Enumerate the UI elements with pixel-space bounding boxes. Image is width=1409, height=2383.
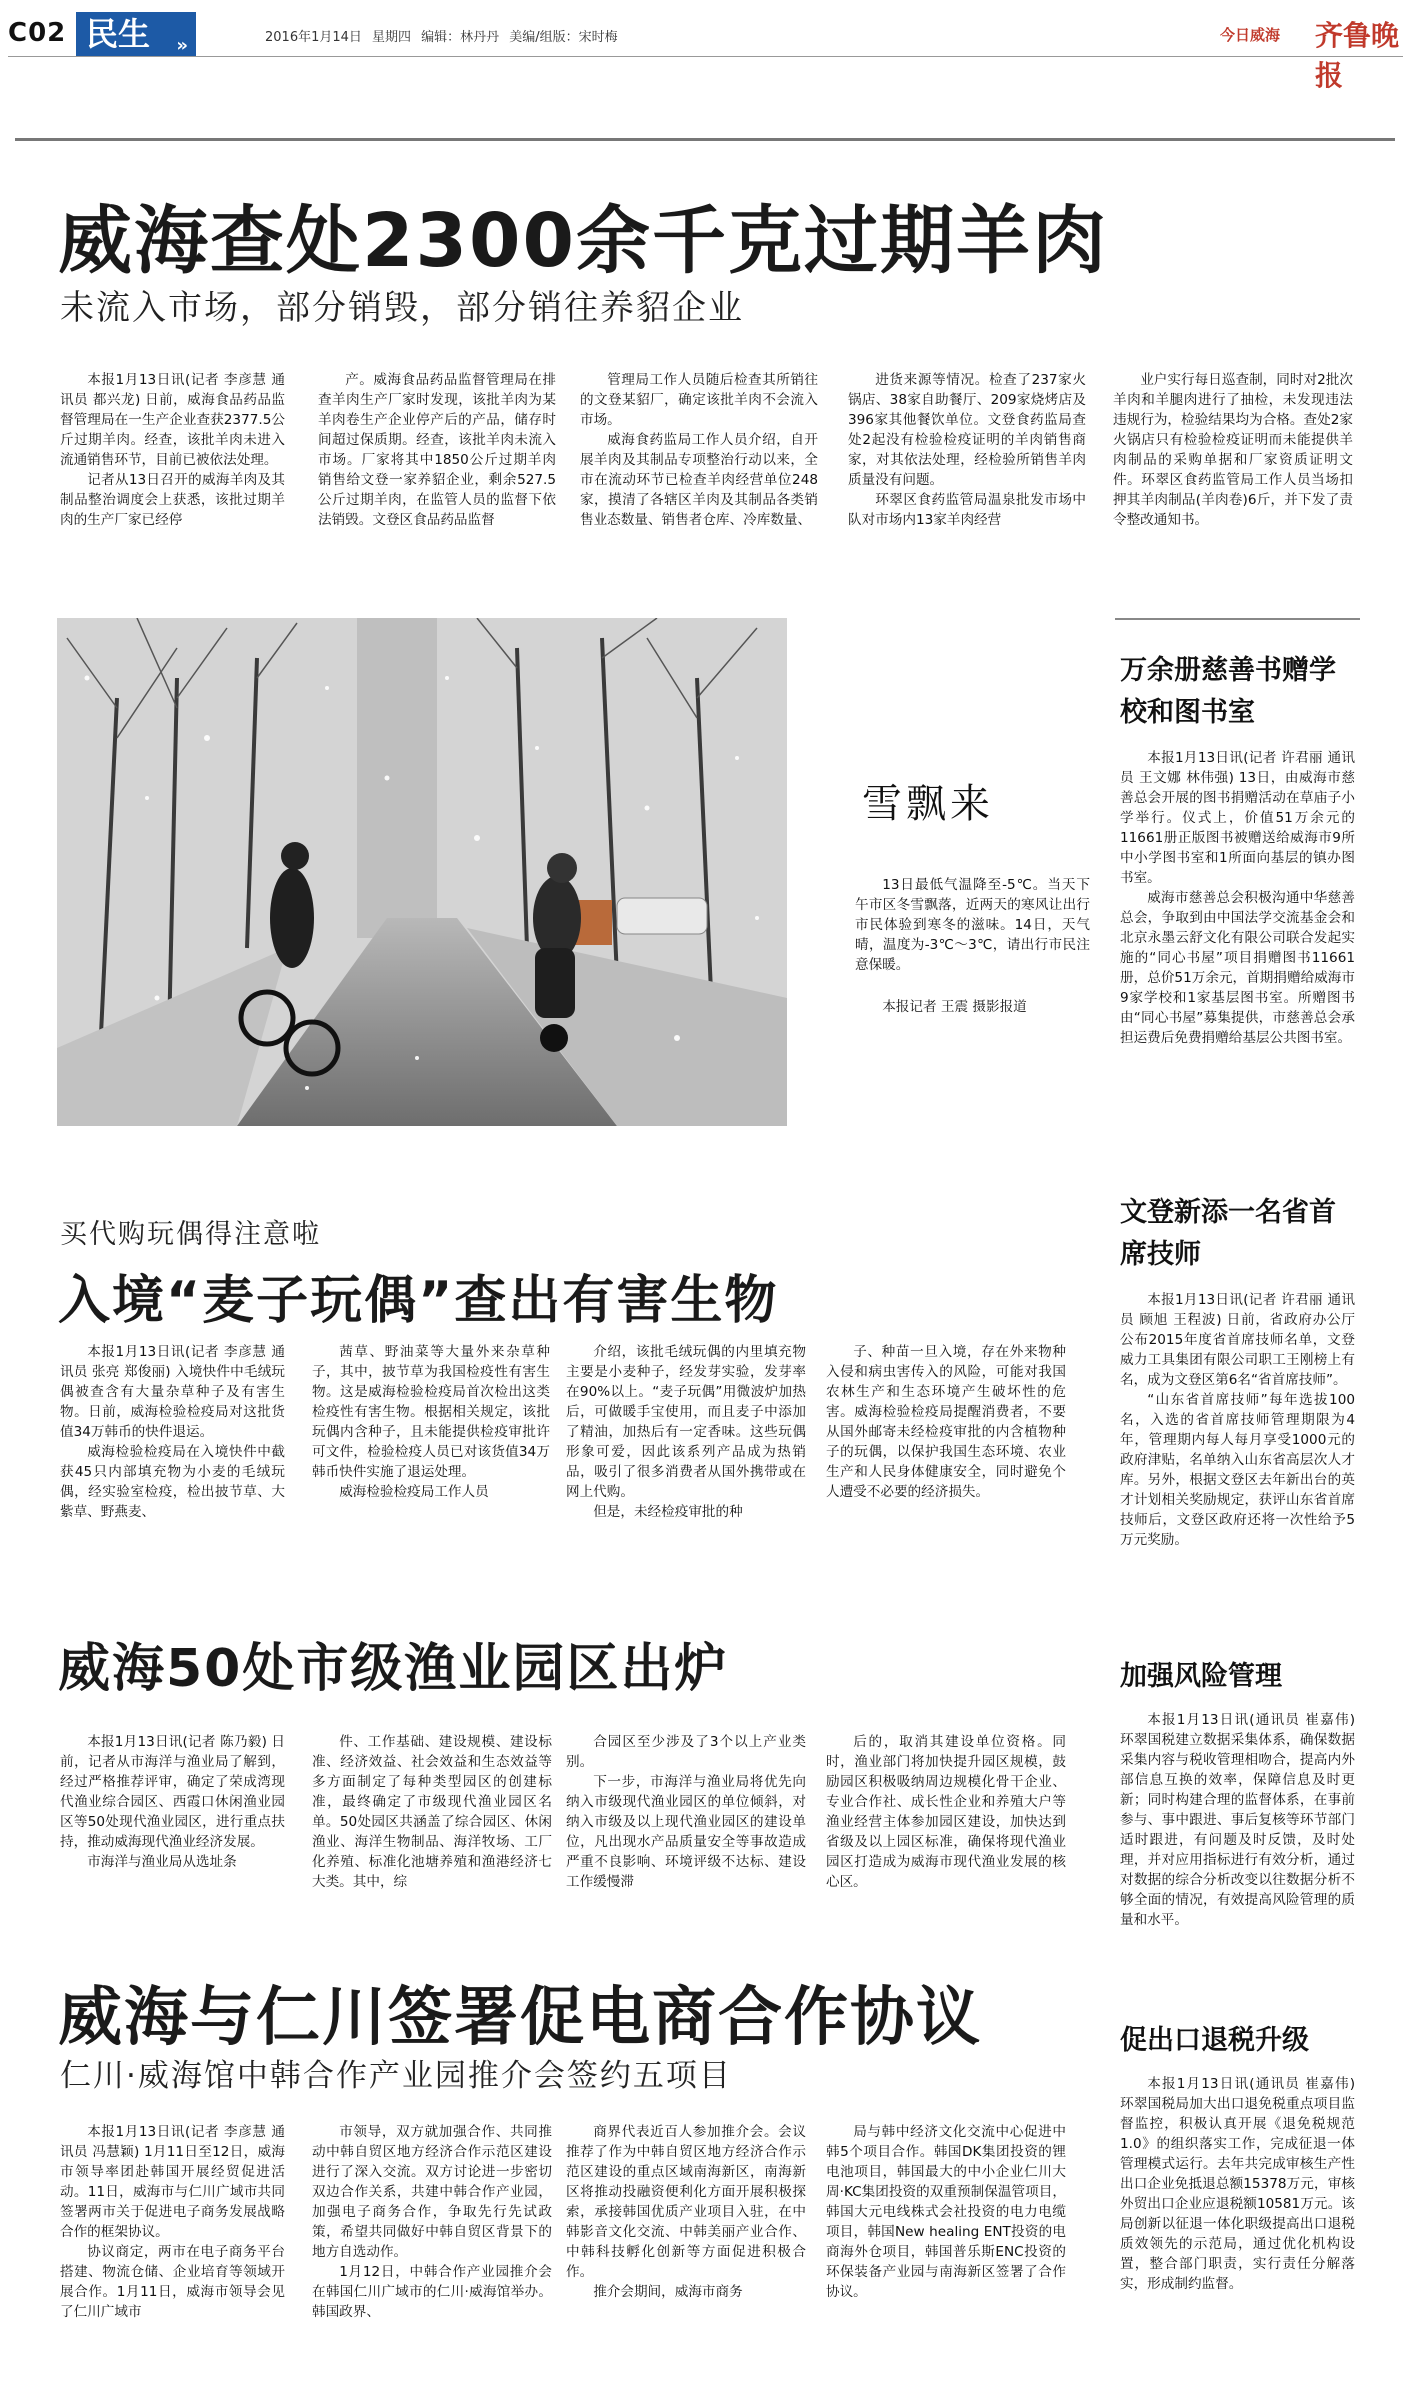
article-lamb-col1: 本报1月13日讯(记者 李彦慧 通讯员 都兴龙) 日前，威海食品药品监督管理局在一生产企业查获2377.5公斤过期羊肉。经查，该批羊肉未进入流通销售环节，目前已被依法处理。 记者从13日召开的威海羊肉及其制品整治调度会上获悉，该批过期羊肉的生产厂家已经停 (60, 372, 285, 528)
sidebar-title: 促出口退税升级 (1120, 2025, 1309, 2056)
double-chevron-icon: » (176, 35, 188, 56)
sidebar-story-tax: 促出口退税升级 本报1月13日讯(通讯员 崔嘉伟) 环翠国税局加大出口退免税重点项目监督监控，积极认真开展《退免税规范1.0》的组织落实工作，完成征退一体管理模式运行。去年共完成审核生产性出口企业免抵退总额15378万元，审核外贸出口企业应退税额10581万元。该局创新以征退一体化职级提高出口退税质效领先的示范局，通过优化机构设置，整合部门职责，实行责任分解落实，形成制约监督。 (1120, 2020, 1355, 2374)
article-lamb-col4: 进货来源等情况。检查了237家火锅店、38家自助餐厅、209家烧烤店及396家其他餐饮单位。文登食药监局查处2起没有检验检疫证明的羊肉销售商家，对其依法处理，经检验所销售羊肉质量没有问题。 环翠区食药监管局温泉批发市场中队对市场内13家羊肉经营 (848, 372, 1086, 528)
article-toys-col4: 子、种苗一旦入境，存在外来物种入侵和病虫害传入的风险，可能对我国农林生产和生态环境产生破坏性的危害。威海检验检疫局提醒消费者，不要从国外邮寄未经检疫审批的内含植物种子的玩偶，以保护我国生态环境、农业生产和人民身体健康安全，同时避免个人遭受不必要的经济损失。 (826, 1344, 1066, 1500)
article-fishery-col4: 后的，取消其建设单位资格。同时，渔业部门将加快提升园区规模，鼓励园区积极吸纳周边规模化骨干企业、专业合作社、成长性企业和养殖大户等渔业经营主体参加园区建设，加快达到省级及以上园区标准，确保将现代渔业园区打造成为威海市现代渔业发展的核心区。 (826, 1734, 1066, 1890)
sidebar-title: 万余册慈善书赠学校和图书室 (1120, 655, 1336, 728)
article-fishery-col1: 本报1月13日讯(记者 陈乃毅) 日前，记者从市海洋与渔业局了解到，经过严格推荐评审，确定了荣成湾现代渔业综合园区、西霞口休闲渔业园区等50处现代渔业园区，进行重点扶持，推动威海现代渔业经济发展。 市海洋与渔业局从选址条 (60, 1734, 285, 1870)
article-toys-col1: 本报1月13日讯(记者 李彦慧 通讯员 张亮 郑俊丽) 入境快件中毛绒玩偶被查含有大量杂草种子及有害生物。日前，威海检验检疫局对这批货值34万韩币的快件退运。 威海检验检疫局在入境快件中截获45只内部填充物为小麦的毛绒玩偶，经实验室检疫，检出披节草、大紫草、野燕麦、 (60, 1344, 285, 1520)
headline-incheon: 威海与仁川签署促电商合作协议 (58, 1981, 982, 2055)
photo-caption-title: 雪飘来 (862, 781, 994, 827)
article-toys-col3: 介绍，该批毛绒玩偶的内里填充物主要是小麦种子，经发芽实验，发芽率在90%以上。“麦子玩偶”用微波炉加热后，可做暖手宝使用，而且麦子中添加了精油，加热后有一定香味。这些玩偶形象可爱，因此该系列产品成为热销品，吸引了很多消费者从国外携带或在网上代购。 但是，未经检疫审批的种 (566, 1344, 806, 1520)
photo-credit: 本报记者 王震 摄影报道 (882, 999, 1027, 1015)
kicker-toys: 买代购玩偶得注意啦 (60, 1219, 321, 1250)
headline-fishery: 威海50处市级渔业园区出炉 (58, 1639, 729, 1699)
page-header (0, 0, 1409, 92)
masthead-logo: 齐鲁晚报 (1315, 19, 1400, 92)
sidebar-story-technician: 文登新添一名省首席技师 本报1月13日讯(记者 许君丽 通讯员 顾旭 王程波) 日前，省政府办公厅公布2015年度省首席技师名单，文登威力工具集团有限公司职工王刚榜上有名，成为文登区第6名“省首席技师”。 “山东省首席技师”每年选拔100名，入选的省首席技师管理期限为4年，管理期内每人每月享受1000元的政府津贴，名单纳入山东省高层次人才库。另外，根据文登区去年新出台的英才计划相关奖励规定，获评山东省首席技师后，文登区政府还将一次性给予5万元奖励。 (1120, 1192, 1355, 1650)
article-fishery-col3: 合园区至少涉及了3个以上产业类别。 下一步，市海洋与渔业局将优先向纳入市级现代渔业园区的单位倾斜，对纳入市级及以上现代渔业园区的建设单位，凡出现水产品质量安全等事故造成严重不良影响、环境评级不达标、建设工作缓慢滞 (566, 1734, 806, 1890)
header-divider (8, 56, 1403, 57)
article-incheon-col1: 本报1月13日讯(记者 李彦慧 通讯员 冯慧颖) 1月11日至12日，威海市领导率团赴韩国开展经贸促进活动。11日，威海市与仁川广域市共同签署两市关于促进电子商务发展战略合作的框架协议。 协议商定，两市在电子商务平台搭建、物流仓储、企业培育等领域开展合作。1月11日，威海市领导会见了仁川广域市 (60, 2124, 285, 2320)
headline-toys: 入境“麦子玩偶”查出有害生物 (58, 1271, 779, 1331)
sidebar-story-risk: 加强风险管理 本报1月13日讯(通讯员 崔嘉伟) 环翠国税建立数据采集体系，确保数据采集内容与税收管理相吻合，提高内外部信息互换的效率，保障信息及时更新；同时构建合理的监督体系，在事前参与、事中跟进、事后复核等环节部门适时跟进，有问题及时反馈，及时处理，并对应用指标进行有效分析，通过对数据的综合分析改变以往数据分析不够全面的情况，有效提高风险管理的质量和水平。 (1120, 1656, 1355, 1990)
sidebar-title: 加强风险管理 (1120, 1661, 1282, 1692)
article-incheon-col4: 局与韩中经济文化交流中心促进中韩5个项目合作。韩国DK集团投资的锂电池项目，韩国最大的中小企业仁川大周·KC集团投资的双重预制保温管项目，韩国大元电线株式会社投资的电力电缆项目，韩国New healing ENT投资的电商海外仓项目，韩国普乐斯ENC投资的环保装备产业园与南海新区签署了合作协议。 (826, 2124, 1066, 2300)
article-fishery-col2: 件、工作基础、建设规模、建设标准、经济效益、社会效益和生态效益等多方面制定了每种类型园区的创建标准，最终确定了市级现代渔业园区名单。50处园区共涵盖了综合园区、休闲渔业、海洋生物制品、海洋牧场、工厂化养殖、标准化池塘养殖和渔港经济七大类。其中，综 (312, 1734, 552, 1890)
subhead-lamb: 未流入市场，部分销毁，部分销往养貂企业 (60, 288, 744, 328)
sidebar-story-books: 万余册慈善书赠学校和图书室 本报1月13日讯(记者 许君丽 通讯员 王文娜 林伟强) 13日，由威海市慈善总会开展的图书捐赠活动在草庙子小学举行。仪式上，价值51万余元的11661册正版图书被赠送给威海市9所中小学图书室和1所面向基层的镇办图书室。 威海市慈善总会积极沟通中华慈善总会，争取到由中国法学交流基金会和北京永墨云舒文化有限公司联合发起实施的“同心书屋”项目捐赠图书11661册，总价51万余元，首期捐赠给威海市9家学校和1家基层图书室。所赠图书由“同心书屋”募集提供，市慈善总会承担运费后免费捐赠给基层公共图书室。 (1120, 650, 1355, 1178)
article-incheon-col2: 市领导，双方就加强合作、共同推动中韩自贸区地方经济合作示范区建设进行了深入交流。双方讨论进一步密切双边合作关系，共建中韩合作产业园，加强电子商务合作，争取先行先试政策，希望共同做好中韩自贸区背景下的地方自选动作。 1月12日，中韩合作产业园推介会在韩国仁川广域市的仁川·威海馆举办。韩国政界、 (312, 2124, 552, 2320)
section-label (76, 12, 196, 56)
sidebar-title: 文登新添一名省首席技师 (1120, 1197, 1336, 1270)
photo-caption: 13日最低气温降至-5℃。当天下午市区冬雪飘落，近两天的寒风让出行市民体验到寒冬的滋味。14日，天气晴，温度为-3℃～3℃，请出行市民注意保暖。 (855, 877, 1090, 973)
article-incheon-col3: 商界代表近百人参加推介会。会议推荐了作为中韩自贸区地方经济合作示范区建设的重点区域南海新区，南海新区将推动投融资便利化方面开展积极探索，承接韩国优质产业项目入驻，在中韩影音文化交流、中韩美丽产业合作、中韩科技孵化创新等方面促进积极合作。 推介会期间，威海市商务 (566, 2124, 806, 2300)
article-toys-col2: 茜草、野油菜等大量外来杂草种子，其中，披节草为我国检疫性有害生物。这是威海检验检疫局首次检出这类检疫性有害生物。根据相关规定，该批玩偶内含种子，且未能提供检疫审批许可文件，检验检疫人员已对该货值34万韩币快件实施了退运处理。 威海检验检疫局工作人员 (312, 1344, 550, 1500)
headline-lamb: 威海查处2300余千克过期羊肉 (58, 198, 1108, 284)
page-number: C02 (8, 18, 67, 48)
article-lamb-col5: 业户实行每日巡查制，同时对2批次羊肉和羊腿肉进行了抽检，未发现违法违规行为，检验结果均为合格。查处2家火锅店只有检验检疫证明而未能提供羊肉制品的采购单据和厂家资质证明文件。环翠区食药监管局工作人员当场扣押其羊肉制品(羊肉卷)6斤，并下发了责令整改通知书。 (1113, 372, 1353, 528)
subhead-incheon: 仁川·威海馆中韩合作产业园推介会签约五项目 (60, 2058, 732, 2094)
top-rule (15, 138, 1395, 141)
section-name: 民生 (86, 15, 151, 53)
sidebar-divider (1115, 618, 1360, 620)
article-lamb-col2: 产。威海食品药品监督管理局在排查羊肉生产厂家时发现，该批羊肉为某羊肉卷生产企业停产后的产品，储存时间超过保质期。经查，该批羊肉未流入市场。厂家将其中1850公斤过期羊肉销售给文登一家养貂企业，剩余527.5公斤过期羊肉，在监管人员的监督下依法销毁。文登区食品药品监督 (318, 372, 556, 528)
article-lamb-col3: 管理局工作人员随后检查其所销往的文登某貂厂，确定该批羊肉不会流入市场。 威海食药监局工作人员介绍，自开展羊肉及其制品专项整治行动以来，全市在流动环节已检查羊肉经营单位248家，摸清了各辖区羊肉及其制品各类销售业态数量、销售者仓库、冷库数量、 (580, 372, 818, 528)
snow-scene-image (57, 618, 787, 1126)
date-line: 2016年1月14日 星期四 编辑：林丹丹 美编/组版：宋时梅 (265, 30, 618, 45)
snow-photo (57, 618, 787, 1126)
column-name: 今日威海 (1220, 26, 1281, 44)
